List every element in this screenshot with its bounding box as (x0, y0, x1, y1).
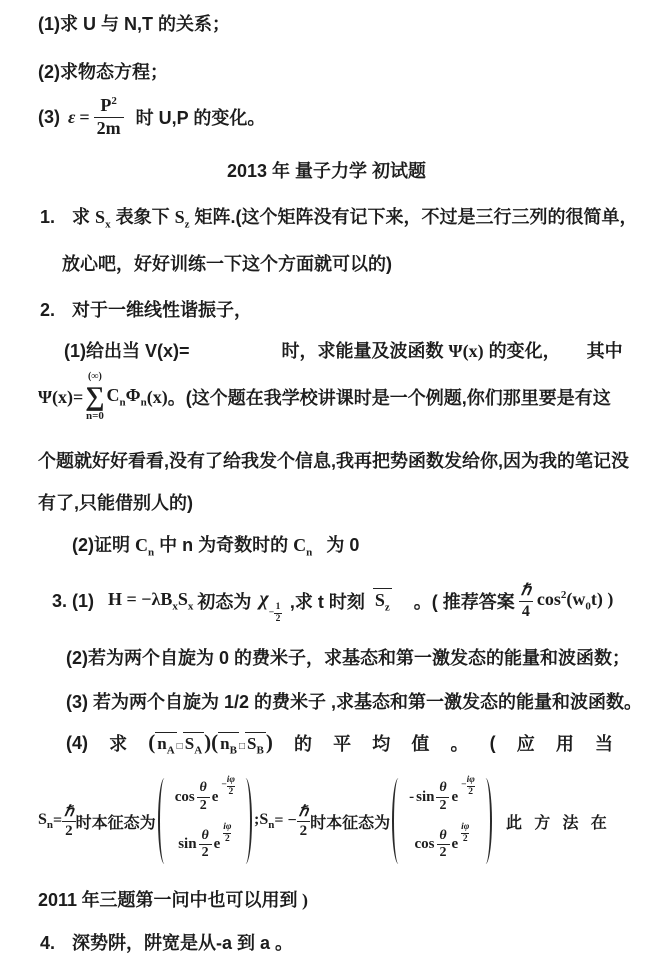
q2p1-mid: 时，求能量及波函数 (281, 341, 444, 361)
nA-subscript: A (166, 744, 175, 757)
note-2011-reference (38, 886, 308, 912)
cn-coefficient: $C_n$ (106, 385, 126, 409)
eigen-text-2: 时本征态为 (310, 814, 391, 832)
eigen-tail-char: 法 (562, 814, 579, 832)
hbar-over-2-fraction: $\frac{\text{ℏ}}{2}$ (298, 803, 309, 839)
cn-subscript: n (119, 396, 126, 409)
sn-symbol-1: $S_n$ (38, 810, 54, 832)
psi-x-symbol: Ψ(x) (448, 341, 484, 361)
sn-subscript: n (46, 819, 54, 832)
p-squared-over-2m-fraction (94, 95, 124, 139)
question-3-part-3: (3) 若为两个自旋为 1/2 的费米子 ,求基态和第一激发态的能量和波函数。 (66, 692, 643, 712)
sum-upper-limit: (∞) (88, 371, 102, 382)
chi-initial-state: χ − $\frac{1}{2}$ (259, 588, 281, 624)
sz-mean-subscript: z (384, 601, 390, 614)
q2-sum-note: (这个题在我学校讲课时是一个例题,你们那里要是有这 (185, 388, 611, 408)
eigen-tail-char: 方 (534, 814, 551, 832)
matrix2-row-1: - sin $\frac{\theta}{2}$ e − $\frac{i\varphi}{2}$ (409, 774, 475, 813)
bx-subscript: x (172, 600, 178, 613)
cn2-subscript: n (306, 546, 313, 559)
period-mark: 。 (167, 388, 186, 408)
hamiltonian-formula: $H = -\lambda B_xS_x$ (108, 589, 194, 613)
sz-mean-value: $S_z$ (374, 590, 390, 614)
exponent-iphi-over-2: iφ 2 (461, 822, 470, 845)
sz-operator: $S_z$ (174, 207, 190, 231)
equals-sign: = (53, 812, 63, 829)
psi-equals: Ψ(x)= (38, 386, 84, 407)
epsilon-symbol: ε (68, 106, 76, 127)
right-paren (239, 778, 252, 864)
sum-argument: (x) (146, 386, 168, 407)
nA-vector: $n_A$ (157, 733, 175, 757)
question-1-line-2: 放心吧，好好训练一下这个方面就可以的) (62, 254, 392, 274)
right-paren (479, 778, 492, 864)
q2p2-head: (2)证明 (72, 535, 130, 555)
q2p1-end: 其中 (586, 341, 623, 361)
left-paren: ( (148, 729, 156, 754)
eigenvector-matrix-spin-down (392, 774, 492, 864)
exponent-minus-iphi-over-2: − $\frac{i\varphi}{2}$ (221, 774, 235, 797)
question-2-line-3: 个题就好好看看,没有了给我发个信息,我再把势函数发给你,因为我的笔记没 (38, 451, 629, 471)
question-3-part-2: (2)若为两个自旋为 0 的费米子，求基态和第一激发态的能量和波函数； (66, 648, 631, 668)
cn-symbol-2: $C_n$ (293, 535, 313, 559)
eigen-tail-char: 此 (506, 814, 523, 832)
matrix2-row-2: cos $\frac{\theta}{2}$ e iφ 2 (414, 822, 470, 861)
note-2011-text: 年三题第一问中也可以用到 ) (77, 890, 309, 910)
thermo-item-2: (2)求物态方程； (38, 62, 168, 82)
thermo-item-3-label: (3) (38, 106, 60, 127)
fraction-denominator: 2m (94, 117, 124, 140)
equals-sign: = (79, 106, 90, 127)
question-3-part-4 (66, 722, 613, 764)
SB-vector: $S_B$ (247, 733, 264, 757)
chi-subscript: − $\frac{1}{2}$ (268, 602, 281, 624)
question-3-part-1 (52, 573, 613, 629)
SA-subscript: A (194, 744, 203, 757)
eigen-text-1: 时本征态为 (75, 814, 156, 832)
cos-squared-term: $\cos^2(w_0t)$ ) (536, 589, 614, 613)
question-3-number: 3. (1) (52, 590, 95, 611)
spin-projection-product-formula (148, 730, 273, 756)
question-2-part-2 (72, 531, 359, 559)
SA-vector: $S_A$ (184, 733, 203, 757)
eigenstate-line (38, 762, 619, 880)
nB-subscript: B (229, 744, 237, 757)
eigenvector-matrix-spin-up (158, 774, 252, 864)
q2-intro-text: 对于一维线性谐振子， (72, 300, 253, 320)
left-paren (392, 778, 405, 864)
question-2-line-4: 有了,只能借别人的) (38, 493, 193, 513)
note-2011-number: 2011 (38, 890, 78, 910)
dot-product-box: □ (176, 740, 183, 752)
thermo-item-3-tail: 时 U,P 的变化。 (135, 108, 266, 128)
q3p1-mid1: 初态为 (197, 592, 252, 612)
q3p1-mid2: ,求 t 时刻 (289, 592, 365, 612)
question-2-number: 2. (40, 300, 56, 320)
question-4-text: 深势阱，阱宽是从-a 到 a 。 (72, 933, 294, 953)
question-2-part-1 (64, 337, 623, 363)
q3p4-tail-char: 应 (516, 734, 535, 754)
hbar-over-4-fraction: $\frac{\text{ℏ}}{4}$ (520, 582, 531, 620)
q1-text-qiu: 求 (72, 207, 91, 227)
sigma-icon: ∑ (85, 381, 105, 411)
left-paren (158, 778, 171, 864)
q3p4-tail-char: 平 (333, 734, 352, 754)
q3p4-label: (4) (66, 732, 88, 753)
question-4-number: 4. (40, 933, 56, 953)
squared-exponent: 2 (111, 94, 117, 107)
eigen-tail (494, 810, 619, 833)
sum-lower-limit: n=0 (85, 410, 104, 422)
sn2-subscript: n (268, 819, 275, 832)
dot-product-box: □ (238, 740, 245, 752)
matrix1-row-2: sin $\frac{\theta}{2}$ e iφ 2 (178, 822, 232, 861)
w0-subscript: 0 (585, 600, 591, 613)
right-paren: ) (265, 729, 273, 754)
q3p4-tail-char: 的 (293, 734, 312, 754)
fraction-numerator: $P^2$ (100, 94, 117, 115)
thermo-item-3 (38, 90, 265, 144)
sx-operator: $S_x$ (95, 207, 111, 231)
right-paren: ) (204, 729, 212, 754)
q3p4-tail-char: 当 (594, 734, 613, 754)
q3p4-tail-char: 值 (411, 734, 430, 754)
exponent-minus-iphi-over-2: − $\frac{i\varphi}{2}$ (461, 774, 475, 797)
q2p2-mid: 中 n 为奇数时的 (159, 535, 289, 555)
question-1-number: 1. (40, 207, 56, 227)
sz-subscript: z (184, 218, 190, 231)
SB-subscript: B (256, 744, 264, 757)
q3p4-tail-char: 用 (555, 734, 574, 754)
cn1-subscript: n (148, 546, 155, 559)
q3p4-tail-char: 均 (372, 734, 391, 754)
q3p4-qiu: 求 (109, 734, 128, 754)
q2p1-tail: 的变化， (488, 341, 561, 361)
equals-minus-sign: = − (274, 812, 297, 829)
q3p4-tail-char: 。 (450, 734, 469, 754)
q3p1-mid3: 。( 推荐答案 (413, 592, 515, 612)
q1-text-tail: 矩阵.(这个矩阵没有记下来，不过是三行三列的很简单， (194, 207, 638, 227)
q1-text-biaoxiang: 表象下 (115, 207, 170, 227)
q2p1-head: (1)给出当 V(x)= (64, 341, 190, 361)
cos-exponent: 2 (560, 589, 567, 602)
left-paren: ( (211, 729, 219, 754)
sn-symbol-2: $;S_n$ (253, 810, 275, 832)
phi-n-basis: $\Phi_n$ (125, 385, 147, 409)
page-title: 2013 年 量子力学 初试题 (226, 161, 427, 181)
question-2-intro (40, 296, 252, 322)
hbar-over-2-fraction: $\frac{\text{ℏ}}{2}$ (64, 803, 74, 839)
sx-subscript: x (187, 600, 194, 613)
question-1-line-1 (40, 203, 638, 231)
eigen-tail-char: 在 (590, 814, 607, 832)
question-4 (40, 929, 293, 955)
phi-subscript: n (140, 396, 147, 409)
cn-symbol-1: $C_n$ (135, 535, 155, 559)
matrix1-row-1: cos $\frac{\theta}{2}$ e − $\frac{i\varphi}{2}$ (174, 774, 235, 813)
thermo-item-1: (1)求 U 与 N,T 的关系； (38, 14, 230, 34)
nB-vector: $n_B$ (220, 733, 237, 757)
sx-subscript: x (105, 218, 111, 231)
question-2-sum-line (38, 368, 611, 426)
summation-symbol (85, 372, 104, 422)
q2p2-tail: 为 0 (326, 535, 360, 555)
q3p4-tail-char: ( (489, 732, 496, 753)
exponent-iphi-over-2: iφ 2 (223, 822, 232, 845)
